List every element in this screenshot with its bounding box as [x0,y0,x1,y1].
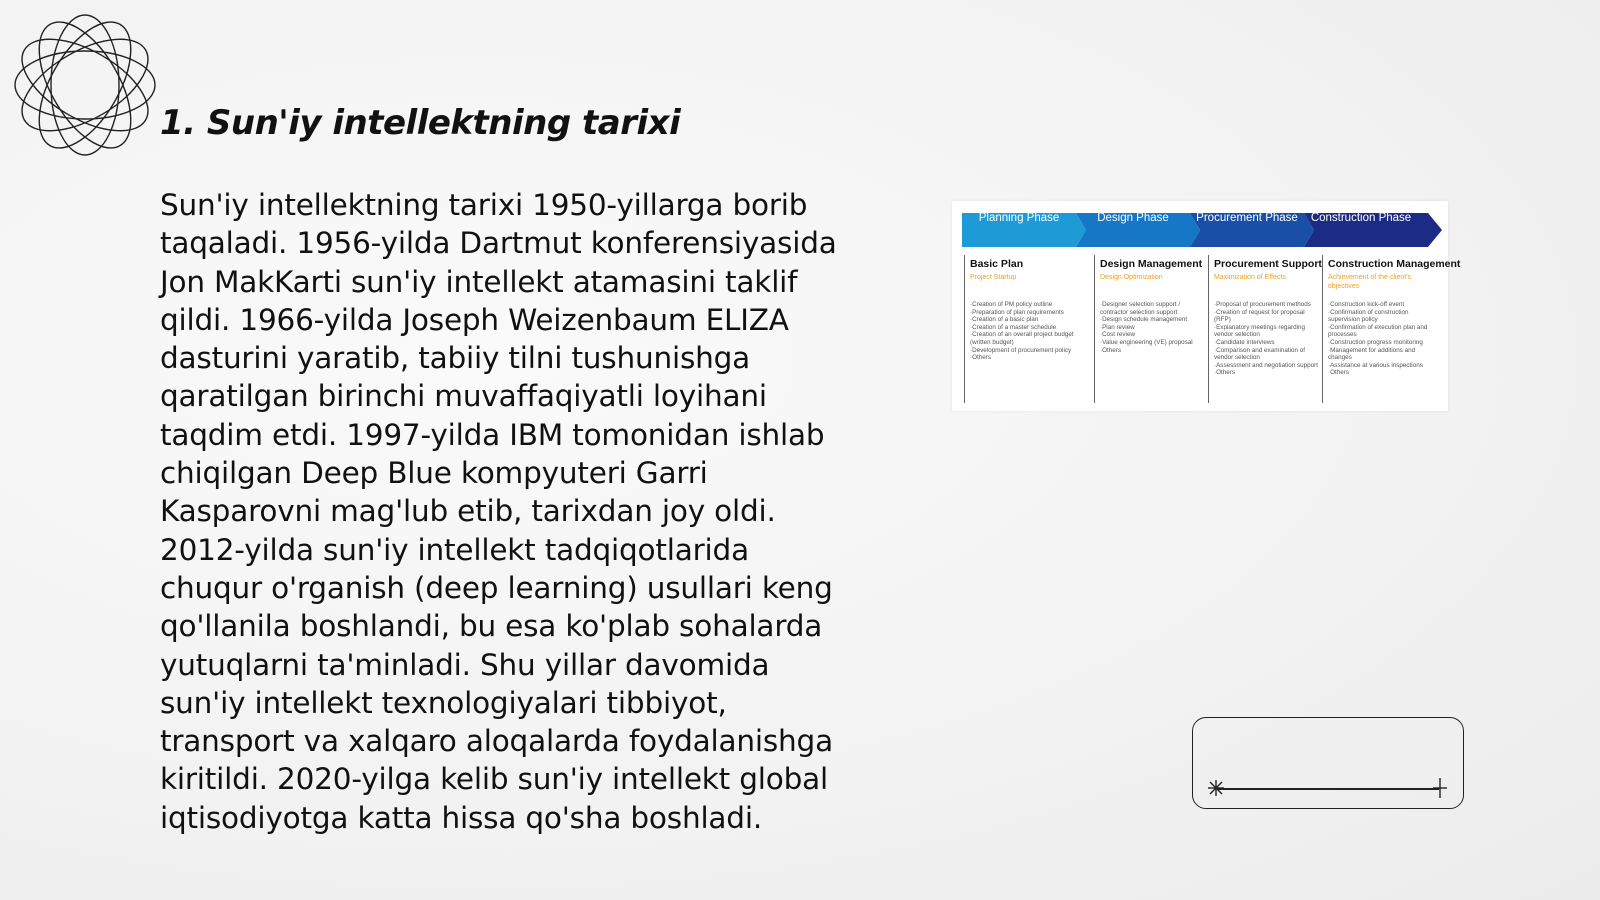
timeline-line [1217,788,1439,790]
column-item: ·Assessment and negotiation support [1214,361,1318,369]
slide-body-text: Sun'iy intellektning tarixi 1950-yillarga borib taqaladi. 1956-yilda Dartmut konferensiyasida Jon MakKarti sun'iy intellekt atamasini taklif qildi. 1966-yilda Joseph Weizenbaum ELIZA dasturini yaratib, tabiiy tilni tushunishga qaratilgan birinchi muvaffaqiyatli loyihani taqdim etdi. 1997-yilda IBM tomonidan ishlab chiqilgan Deep Blue kompyuteri Garri Kasparovni mag'lub etib, tarixdan joy oldi. 2012-yilda sun'iy intellekt tadqiqotlarida chuqur o'rganish (deep learning) usullari keng qo'llanila boshlandi, bu esa ko'plab sohalarda yutuqlarni ta'minladi. Shu yillar davomida sun'iy intellekt texnologiyalari tibbiyot, transport va xalqaro aloqalarda foydalanishga kiritildi. 2020-yilga kelib sun'iy intellekt global iqtisodiyotga katta hissa qo'sha boshladi. [160,188,837,835]
column-item: ·Plan review [1100,323,1135,331]
column-subtitle: Maximization of Effects [1214,274,1286,281]
orbital-rings-logo [10,10,160,160]
phase-label-procurement: Procurement Phase [1196,212,1298,224]
column-items [1100,301,1206,354]
column-item: ·Value engineering (VE) proposal [1100,338,1193,346]
column-item: ·Creation of an overall project budget (written budget) [970,331,1074,346]
column-items [1214,301,1320,377]
decorative-timeline-card [1192,717,1464,809]
column-title: Basic Plan [970,258,1024,270]
column-item: ·Proposal of procurement methods [1214,301,1311,308]
phase-label-planning: Planning Phase [978,212,1060,224]
column-item: ·Assistance at various inspections [1328,361,1423,369]
column-item: ·Others [1214,369,1235,377]
column-item: ·Comparison and examination of vendor selection [1214,346,1306,362]
column-subtitle: Achievement of the client's objectives [1328,274,1412,290]
slide-title: 1. Sun'iy intellektning tarixi [160,103,681,143]
column-item: ·Design schedule management [1100,316,1188,324]
column-basic-plan [964,255,1076,403]
column-item: ·Development of procurement policy [970,346,1072,354]
column-item: ·Cost review [1100,331,1135,339]
phase-label-construction: Construction Phase [1310,212,1412,224]
column-item: ·Confirmation of construction supervision policy [1328,308,1409,324]
column-item: ·Others [1100,346,1121,354]
column-item: ·Creation of a basic plan [970,316,1039,324]
column-title: Procurement Support [1214,258,1322,270]
column-title: Construction Management [1328,258,1461,270]
column-title: Design Management [1100,258,1203,270]
column-procurement-support [1208,255,1320,403]
phase-label-design: Design Phase [1097,212,1169,224]
column-subtitle: Design Optimization [1100,274,1163,281]
column-subtitle: Project Startup [970,274,1017,281]
column-item: ·Explanatory meetings regarding vendor selection [1214,323,1306,339]
column-item: ·Creation of PM policy outline [970,301,1053,308]
column-items [970,301,1076,362]
plus-icon [1429,777,1451,799]
column-construction-management [1322,255,1461,403]
column-item: ·Construction progress monitoring [1328,338,1423,346]
column-item: ·Construction kick-off event [1328,301,1405,308]
project-phases-diagram [952,201,1461,411]
column-design-management [1094,255,1206,403]
column-item: ·Confirmation of execution plan and processes [1328,323,1428,339]
column-item: ·Preparation of plan requirements [970,308,1064,316]
column-item: ·Management for additions and changes [1328,346,1416,362]
column-item: ·Creation of request for proposal (RFP) [1214,308,1305,324]
column-item: ·Others [1328,369,1349,377]
column-items [1328,301,1434,377]
column-item: ·Creation of a master schedule [970,323,1057,331]
column-item: ·Candidate interviews [1214,338,1275,346]
column-item: ·Others [970,354,991,362]
sparkle-icon [1205,777,1227,799]
column-item: ·Designer selection support / contractor selection support [1100,301,1181,316]
